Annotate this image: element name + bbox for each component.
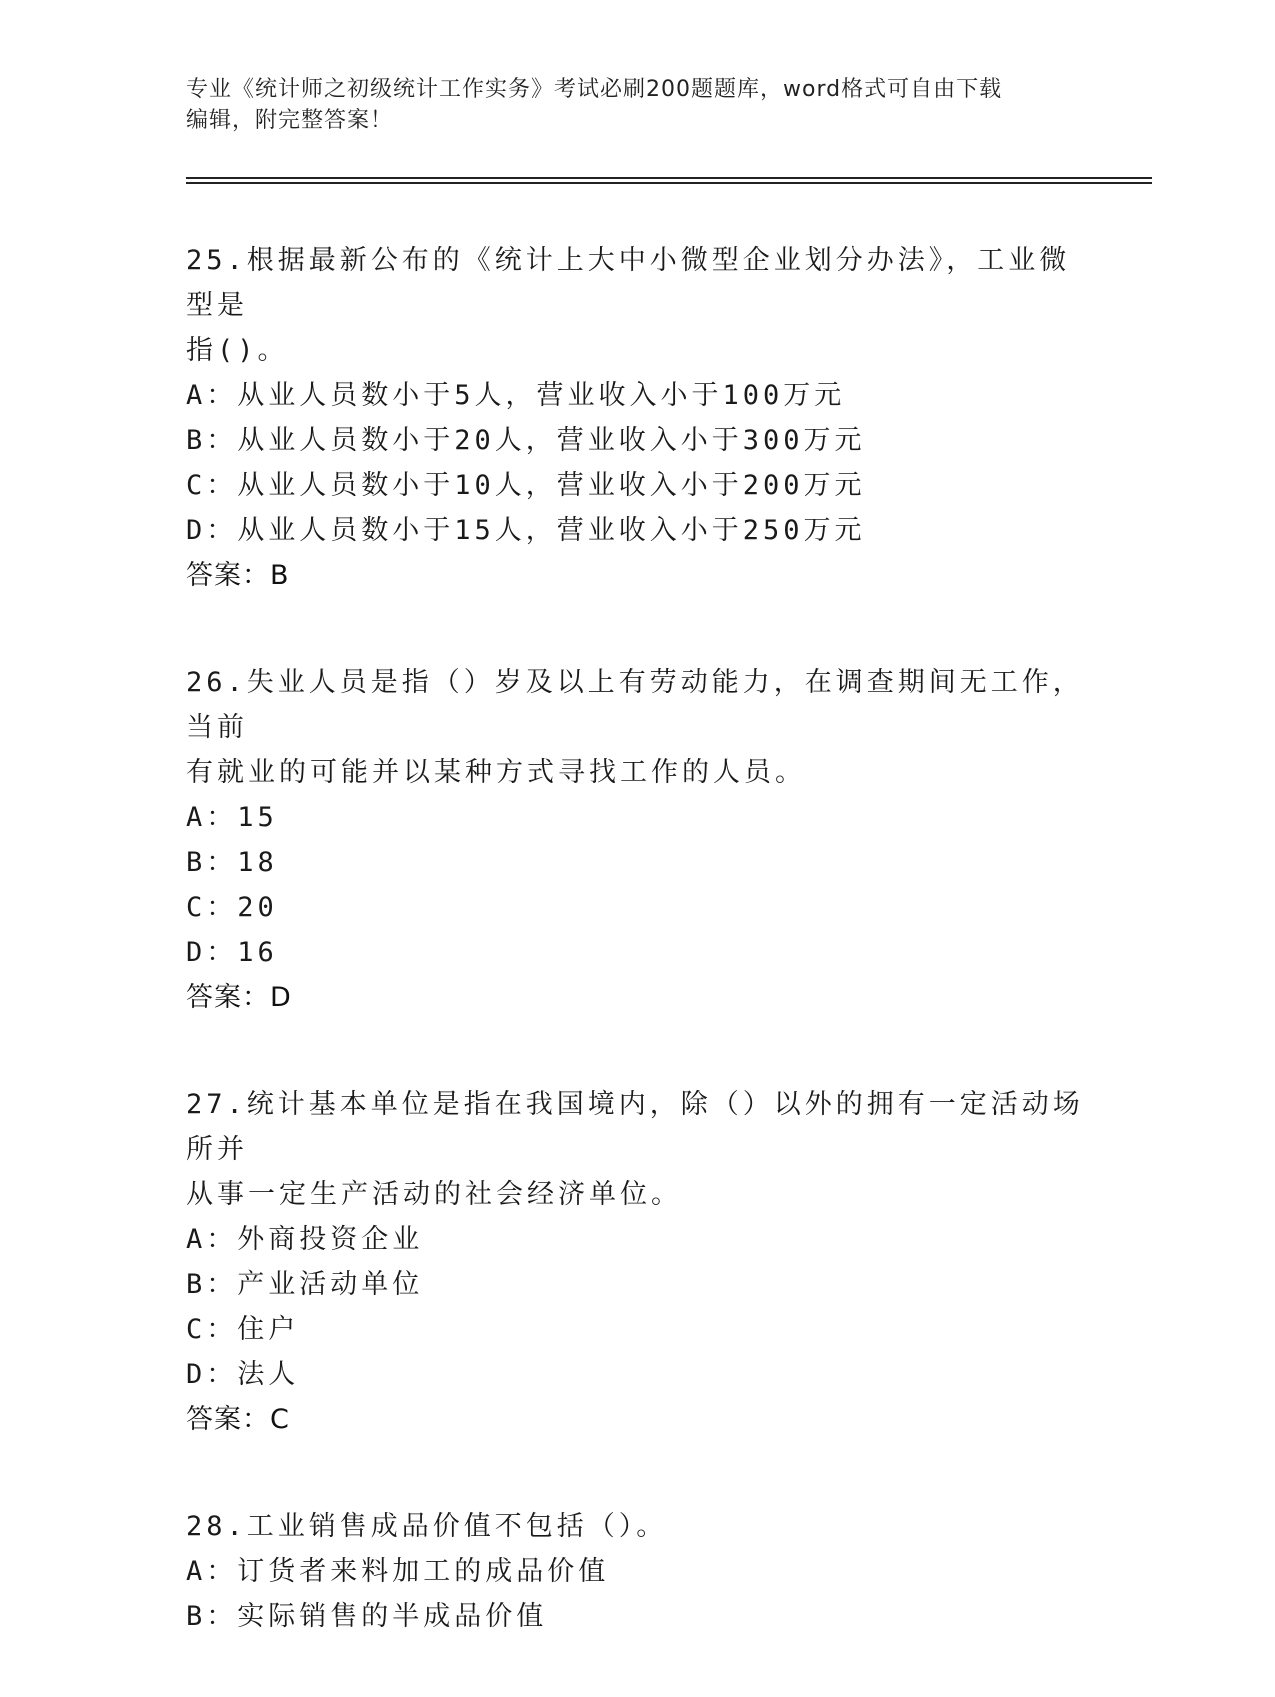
answer-line: 答案：B (186, 560, 290, 591)
option-text: 实际销售的半成品价值 (237, 1601, 548, 1632)
option-d (186, 508, 1086, 553)
option-b (186, 1262, 1086, 1307)
option-text: 住户 (237, 1314, 300, 1345)
question-stem (186, 656, 1086, 795)
option-letter: B： (186, 425, 238, 456)
question-28 (186, 1500, 1086, 1639)
option-a (186, 1549, 1086, 1594)
header-line-2: 编辑，附完整答案！ (186, 108, 394, 133)
option-a (186, 795, 1086, 840)
option-b (186, 1594, 1086, 1639)
option-letter: A： (186, 1224, 238, 1255)
option-list (186, 373, 1086, 553)
question-stem (186, 1500, 1086, 1549)
option-letter: D： (186, 515, 238, 546)
option-letter: A： (186, 802, 238, 833)
option-letter: C： (186, 1314, 238, 1345)
header-divider-bottom (186, 182, 1152, 184)
question-stem-line: 26.失业人员是指（）岁及以上有劳动能力，在调查期间无工作，当前 (186, 667, 1084, 743)
option-d (186, 1352, 1086, 1397)
header-divider-top (186, 177, 1152, 179)
question-stem-line: 从事一定生产活动的社会经济单位。 (186, 1179, 682, 1210)
option-b (186, 840, 1086, 885)
option-letter: A： (186, 1556, 238, 1587)
question-27 (186, 1078, 1086, 1442)
option-list (186, 795, 1086, 975)
option-b (186, 418, 1086, 463)
option-text: 订货者来料加工的成品价值 (237, 1556, 610, 1587)
question-stem (186, 1078, 1086, 1217)
question-stem-line: 28.工业销售成品价值不包括（）。 (186, 1511, 668, 1542)
option-list (186, 1217, 1086, 1397)
option-list (186, 1549, 1086, 1639)
option-text: 从业人员数小于5人，营业收入小于100万元 (237, 380, 846, 411)
question-stem-line: 有就业的可能并以某种方式寻找工作的人员。 (186, 757, 806, 788)
question-list (186, 234, 1086, 1697)
option-d (186, 930, 1086, 975)
option-text: 外商投资企业 (237, 1224, 424, 1255)
option-letter: B： (186, 847, 238, 878)
answer-line: 答案：D (186, 982, 292, 1013)
question-25 (186, 234, 1086, 598)
question-stem-line: 27.统计基本单位是指在我国境内，除（）以外的拥有一定活动场所并 (186, 1089, 1084, 1165)
option-text: 20 (237, 892, 278, 923)
document-header (186, 74, 1066, 136)
option-a (186, 373, 1086, 418)
option-text: 从业人员数小于15人，营业收入小于250万元 (237, 515, 866, 546)
option-a (186, 1217, 1086, 1262)
option-text: 18 (237, 847, 278, 878)
question-stem-line: 25.根据最新公布的《统计上大中小微型企业划分办法》，工业微型是 (186, 245, 1071, 321)
option-letter: B： (186, 1269, 238, 1300)
option-text: 产业活动单位 (237, 1269, 424, 1300)
option-text: 从业人员数小于10人，营业收入小于200万元 (237, 470, 866, 501)
option-letter: B： (186, 1601, 238, 1632)
option-letter: D： (186, 1359, 238, 1390)
option-letter: C： (186, 470, 238, 501)
option-letter: C： (186, 892, 238, 923)
header-line-1: 专业《统计师之初级统计工作实务》考试必刷200题题库，word格式可自由下载 (186, 77, 1003, 102)
option-text: 法人 (237, 1359, 300, 1390)
question-stem (186, 234, 1086, 373)
option-text: 15 (237, 802, 278, 833)
question-stem-line: 指()。 (186, 335, 289, 366)
option-text: 16 (237, 937, 278, 968)
option-c (186, 885, 1086, 930)
option-c (186, 463, 1086, 508)
option-c (186, 1307, 1086, 1352)
option-letter: A： (186, 380, 238, 411)
option-text: 从业人员数小于20人，营业收入小于300万元 (237, 425, 866, 456)
answer-line: 答案：C (186, 1404, 290, 1435)
option-letter: D： (186, 937, 238, 968)
question-26 (186, 656, 1086, 1020)
